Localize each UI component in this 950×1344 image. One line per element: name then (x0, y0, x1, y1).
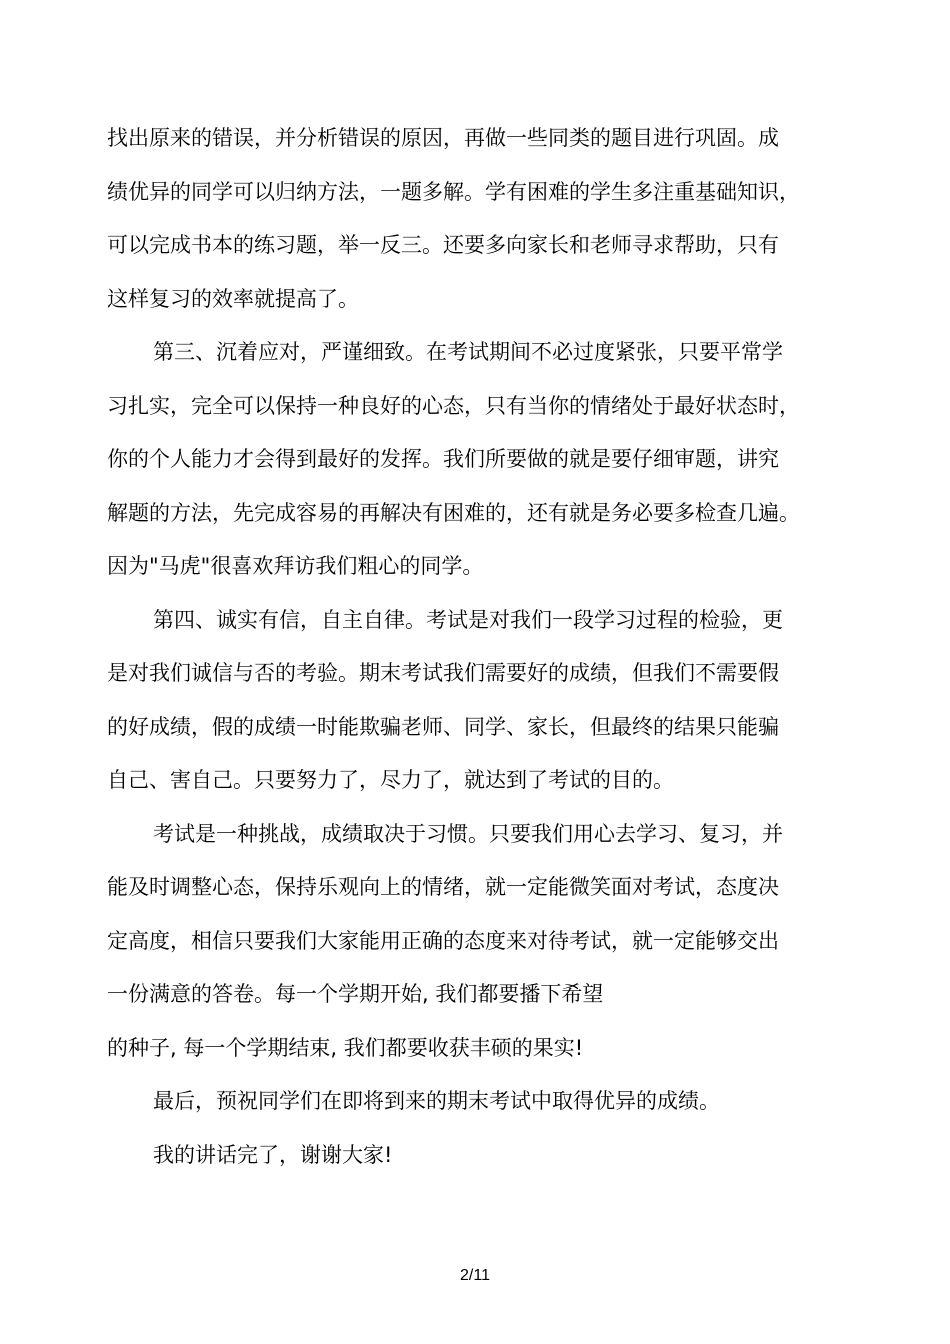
text-line: 习扎实，完全可以保持一种良好的心态，只有当你的情绪处于最好状态时， (107, 393, 800, 418)
text-line: 自己、害自己。只要努力了，尽力了，就达到了考试的目的。 (107, 768, 674, 792)
text-line: 一份满意的答卷。每一个学期开始, 我们都要播下希望 (107, 982, 604, 1006)
text-line: 是对我们诚信与否的考验。期末考试我们需要好的成绩，但我们不需要假 (107, 661, 779, 685)
text-line: 因为"马虎"很喜欢拜访我们粗心的同学。 (107, 554, 484, 578)
text-line: 定高度，相信只要我们大家能用正确的态度来对待考试，就一定能够交出 (107, 928, 779, 953)
text-line: 考试是一种挑战，成绩取决于习惯。只要我们用心去学习、复习，并 (153, 821, 783, 846)
text-line: 解题的方法，先完成容易的再解决有困难的，还有就是务必要多检查几遍。 (107, 500, 800, 525)
body-text (107, 112, 853, 1182)
text-line: 的种子, 每一个学期结束, 我们都要收获丰硕的果实! (107, 1035, 584, 1060)
text-line: 你的个人能力才会得到最好的发挥。我们所要做的就是要仔细审题，讲究 (107, 447, 779, 471)
text-line: 的好成绩，假的成绩一时能欺骗老师、同学、家长，但最终的结果只能骗 (107, 714, 779, 739)
text-line: 最后，预祝同学们在即将到来的期末考试中取得优异的成绩。 (153, 1089, 720, 1113)
text-line: 能及时调整心态，保持乐观向上的情绪，就一定能微笑面对考试，态度决 (107, 875, 779, 899)
text-line: 绩优异的同学可以归纳方法，一题多解。学有困难的学生多注重基础知识， (107, 179, 800, 204)
page-number: 2/11 (460, 1267, 490, 1284)
text-line: 第四、诚实有信，自主自律。考试是对我们一段学习过程的检验，更 (153, 607, 783, 632)
text-line: 可以完成书本的练习题，举一反三。还要多向家长和老师寻求帮助，只有 (107, 233, 779, 257)
text-line: 找出原来的错误，并分析错误的原因，再做一些同类的题目进行巩固。成 (107, 126, 779, 150)
text-line: 第三、沉着应对，严谨细致。在考试期间不必过度紧张，只要平常学 (153, 340, 783, 364)
text-line: 这样复习的效率就提高了。 (107, 286, 359, 311)
text-line: 我的讲话完了，谢谢大家! (153, 1142, 393, 1167)
